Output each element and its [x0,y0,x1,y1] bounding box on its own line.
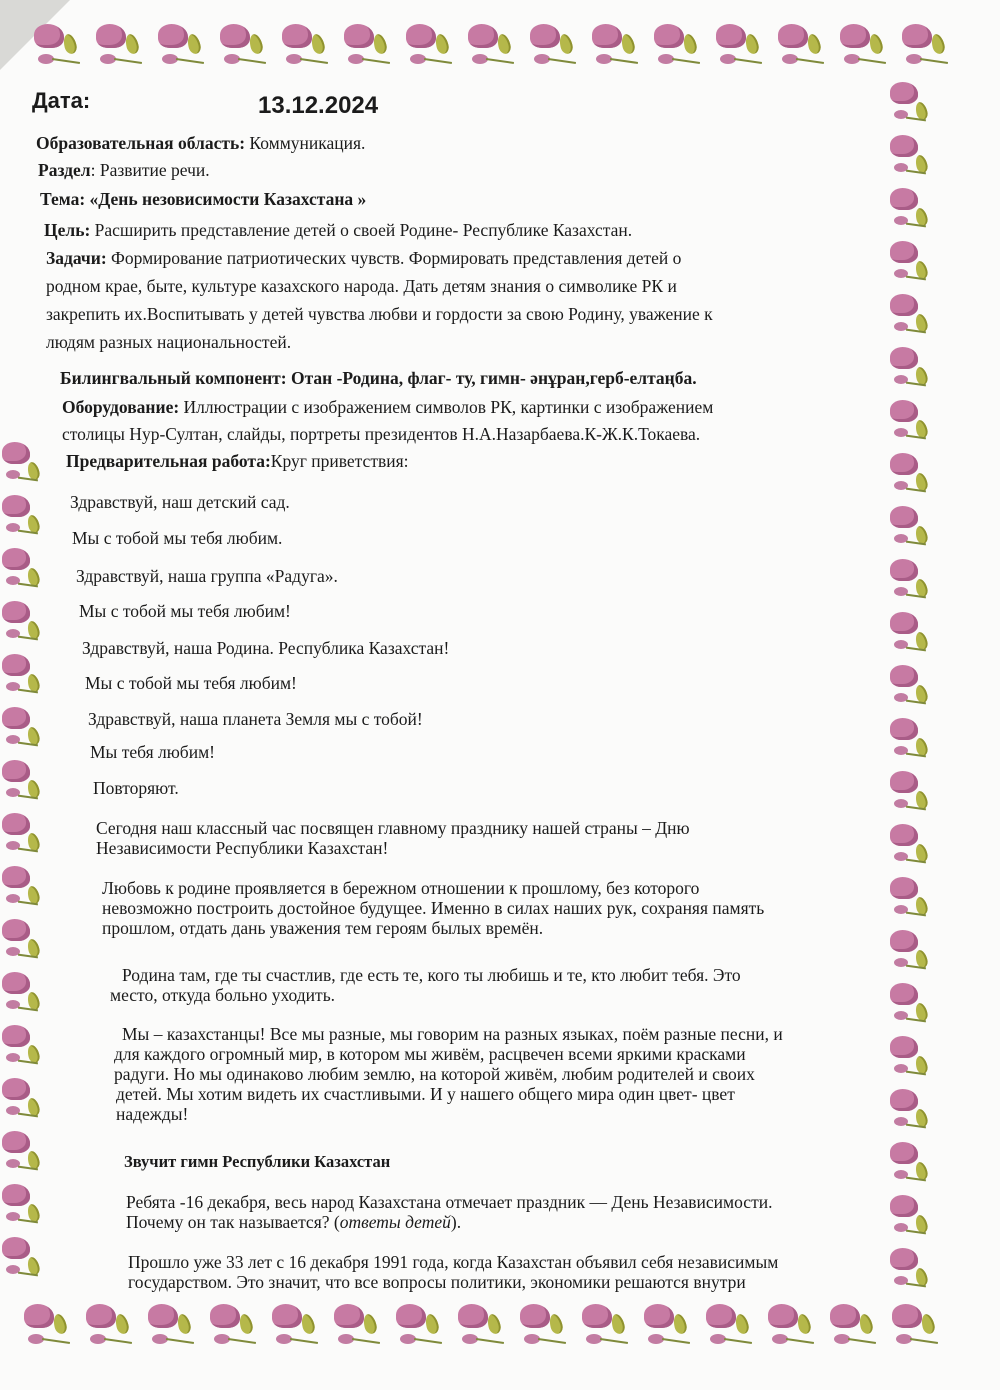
rose-ornament-icon [340,20,398,72]
paragraph-line: Родина там, где ты счастлив, где есть те, кого ты любишь и те, кто любит тебя. Это [122,965,741,985]
goal [44,220,632,241]
rose-ornament-icon [888,398,934,448]
equipment-label: Оборудование: [62,397,180,417]
rose-ornament-icon [888,610,934,660]
rose-ornament-icon [888,1246,934,1296]
rose-ornament-icon [888,1193,934,1243]
equipment-line: столицы Нур-Султан, слайды, портреты президентов Н.А.Назарбаева.К-Ж.К.Токаева. [62,424,701,444]
paragraph-line: прошлом, отдать дань уважения тем героям былых времён. [102,918,544,938]
date-value: 13.12.2024 [258,92,379,119]
rose-border-left [0,440,46,1285]
rose-ornament-icon [888,716,934,766]
greeting-line: Здравствуй, наша Родина. Республика Казахстан! [82,638,450,658]
rose-ornament-icon [712,20,770,72]
equipment [62,397,713,418]
rose-ornament-icon [888,557,934,607]
tasks-line: людям разных национальностей. [46,332,292,352]
section-label: Раздел [38,160,91,180]
rose-border-top [30,20,956,72]
rose-ornament-icon [92,20,150,72]
rose-ornament-icon [588,20,646,72]
rose-ornament-icon [0,917,46,967]
paragraph-line: Ребята -16 декабря, весь народ Казахстана отмечает праздник — День Независимости. [126,1192,773,1212]
tasks-line: закрепить их.Воспитывать у детей чувства любви и гордости за свою Родину, уважение к [46,304,713,324]
question-text: Почему он так называется? ( [126,1212,340,1232]
children-answers: ответы детей [339,1212,451,1232]
rose-ornament-icon [888,1300,946,1352]
rose-ornament-icon [888,451,934,501]
paragraph-line: Независимости Республики Казахстан! [96,838,389,858]
rose-ornament-icon [888,981,934,1031]
rose-ornament-icon [330,1300,388,1352]
rose-ornament-icon [888,663,934,713]
rose-ornament-icon [0,1129,46,1179]
rose-ornament-icon [402,20,460,72]
rose-ornament-icon [206,1300,264,1352]
paragraph-line: место, откуда больно уходить. [110,985,336,1005]
paragraph-line: Прошло уже 33 лет с 16 декабря 1991 года, когда Казахстан объявил себя независимым [128,1252,779,1272]
rose-ornament-icon [888,822,934,872]
rose-ornament-icon [0,1235,46,1285]
rose-ornament-icon [0,705,46,755]
rose-ornament-icon [0,811,46,861]
tasks-label: Задачи: [46,248,107,268]
paragraph-line: радуги. Но мы одинаково любим землю, на которой живём, любим родителей и своих [114,1064,755,1084]
greeting-line: Мы с тобой мы тебя любим. [72,528,283,548]
prelim-value: Круг приветствия: [270,451,409,471]
question-end: ). [450,1212,462,1232]
paragraph-line: детей. Мы хотим видеть их счастливыми. И у нашего общего мира один цвет- цвет [116,1084,735,1104]
rose-ornament-icon [0,1076,46,1126]
rose-ornament-icon [888,186,934,236]
greeting-line: Повторяют. [93,778,179,798]
rose-ornament-icon [888,292,934,342]
area-label: Образовательная область: [36,133,246,153]
rose-ornament-icon [774,20,832,72]
rose-ornament-icon [888,133,934,183]
greeting-line: Здравствуй, наша группа «Радуга». [76,566,338,586]
goal-value: Расширить представление детей о своей Родине- Республике Казахстан. [90,220,633,240]
tasks-text: Формирование патриотических чувств. Формировать представления детей о [106,248,682,268]
rose-ornament-icon [578,1300,636,1352]
topic: Тема: «День незовисимости Казахстана » [40,189,367,209]
rose-ornament-icon [888,928,934,978]
rose-ornament-icon [888,1087,934,1137]
rose-ornament-icon [0,758,46,808]
rose-ornament-icon [216,20,274,72]
paragraph-line: государством. Это значит, что все вопросы политики, экономики решаются внутри [128,1272,746,1292]
rose-ornament-icon [0,546,46,596]
rose-ornament-icon [268,1300,326,1352]
bilingual-component: Билингвальный компонент: Отан -Родина, флаг- ту, гимн- әнұран,герб-елтаңба. [60,368,697,388]
rose-ornament-icon [650,20,708,72]
rose-border-right [888,80,934,1296]
rose-ornament-icon [888,875,934,925]
rose-ornament-icon [0,599,46,649]
rose-ornament-icon [0,864,46,914]
rose-ornament-icon [888,80,934,130]
tasks-line [46,248,681,269]
rose-ornament-icon [836,20,894,72]
paragraph-line: Мы – казахстанцы! Все мы разные, мы говорим на разных языках, поём разные песни, и [122,1024,783,1044]
rose-ornament-icon [764,1300,822,1352]
anthem-heading: Звучит гимн Республики Казахстан [124,1152,391,1171]
paragraph-line: Любовь к родине проявляется в бережном отношении к прошлому, без которого [102,878,700,898]
tasks-line: родном крае, быте, культуре казахского народа. Дать детям знания о символике РК и [46,276,677,296]
rose-ornament-icon [0,1023,46,1073]
paragraph-line: для каждого огромный мир, в котором мы живём, расцвечен всеми яркими красками [114,1044,746,1064]
rose-border-bottom [20,1300,946,1352]
paragraph-line: надежды! [116,1104,189,1124]
rose-ornament-icon [454,1300,512,1352]
educational-area [36,133,365,154]
rose-ornament-icon [640,1300,698,1352]
rose-ornament-icon [888,345,934,395]
rose-ornament-icon [888,1140,934,1190]
rose-ornament-icon [0,970,46,1020]
rose-ornament-icon [888,239,934,289]
rose-ornament-icon [0,652,46,702]
rose-ornament-icon [826,1300,884,1352]
equipment-value: Иллюстрации с изображением символов РК, картинки с изображением [179,397,714,417]
rose-ornament-icon [888,769,934,819]
rose-ornament-icon [464,20,522,72]
rose-ornament-icon [516,1300,574,1352]
greeting-line: Мы тебя любим! [90,742,215,762]
rose-ornament-icon [278,20,336,72]
rose-ornament-icon [0,1182,46,1232]
greeting-line: Мы с тобой мы тебя любим! [79,601,291,621]
rose-ornament-icon [898,20,956,72]
date-label: Дата: [32,88,91,113]
rose-ornament-icon [392,1300,450,1352]
rose-ornament-icon [30,20,88,72]
rose-ornament-icon [888,504,934,554]
rose-ornament-icon [0,440,46,490]
greeting-line: Здравствуй, наш детский сад. [70,492,290,512]
section [38,160,210,181]
rose-ornament-icon [702,1300,760,1352]
section-value: : Развитие речи. [90,160,210,180]
area-value: Коммуникация. [245,133,366,153]
rose-ornament-icon [20,1300,78,1352]
paragraph-line [126,1212,461,1233]
preliminary-work [66,451,409,472]
rose-ornament-icon [144,1300,202,1352]
prelim-label: Предварительная работа: [66,451,271,471]
rose-ornament-icon [82,1300,140,1352]
rose-ornament-icon [0,493,46,543]
greeting-line: Мы с тобой мы тебя любим! [85,673,297,693]
goal-label: Цель: [44,220,91,240]
rose-ornament-icon [888,1034,934,1084]
paragraph-line: Сегодня наш классный час посвящен главному празднику нашей страны – Дню [96,818,690,838]
paragraph-line: невозможно построить достойное будущее. Именно в силах наших рук, сохраняя память [102,898,765,918]
rose-ornament-icon [526,20,584,72]
rose-ornament-icon [154,20,212,72]
greeting-line: Здравствуй, наша планета Земля мы с тобой! [88,709,423,729]
